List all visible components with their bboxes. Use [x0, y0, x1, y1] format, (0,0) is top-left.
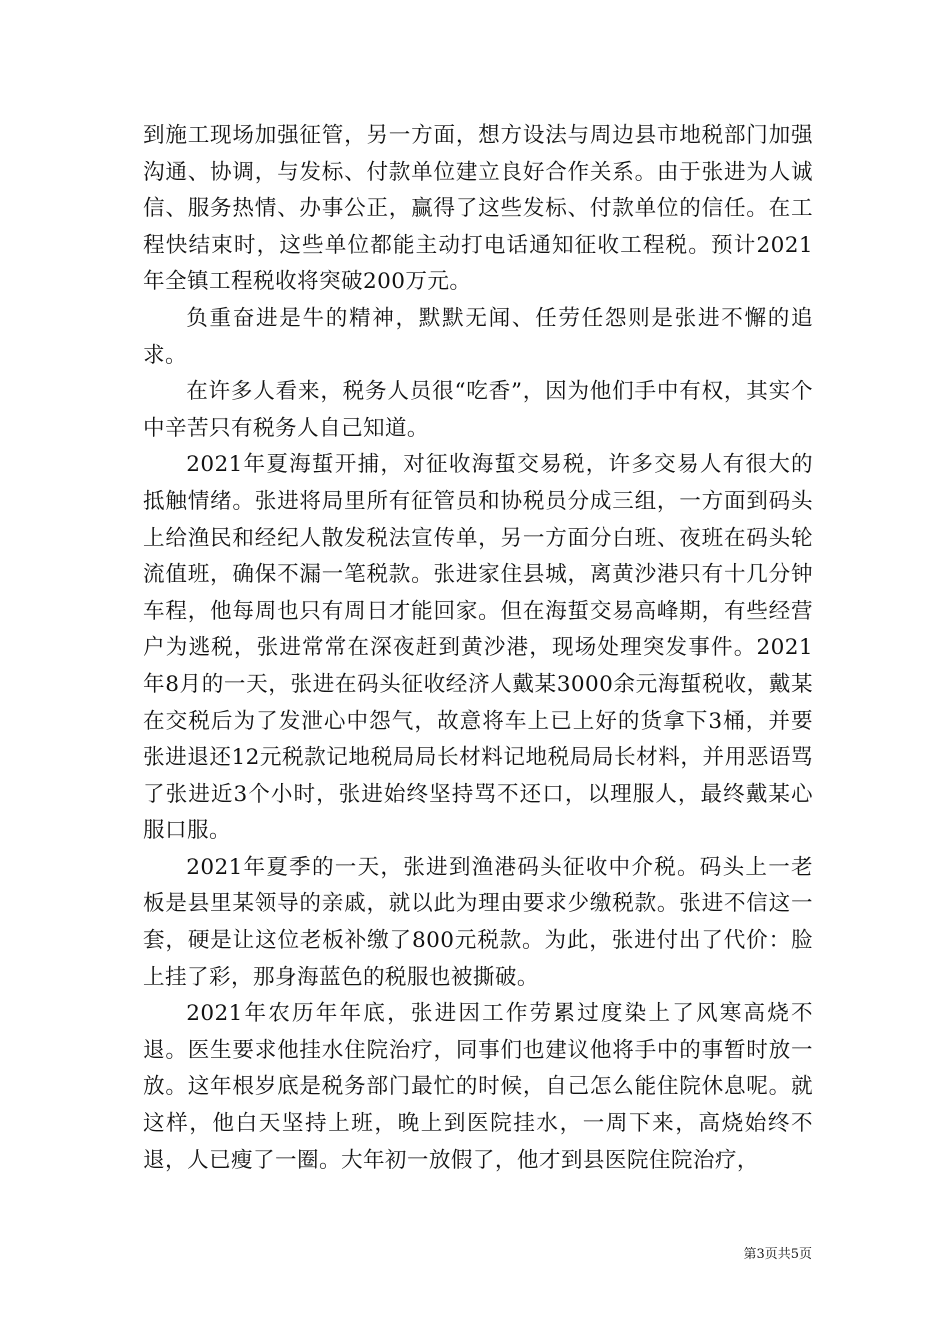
paragraph-4: 2021年夏海蜇开捕，对征收海蜇交易税，许多交易人有很大的抵触情绪。张进将局里所有征管员和协税员分成三组，一方面到码头上给渔民和经纪人散发税法宣传单，另一方面分白班、夜班在码头轮流值班，确保不漏一笔税款。张进家住县城，离黄沙港只有十几分钟车程，他每周也只有周日才能回家。但在海蜇交易高峰期，有些经营户为逃税，张进常常在深夜赶到黄沙港，现场处理突发事件。2021年8月的一天，张进在码头征收经济人戴某3000余元海蜇税收，戴某在交税后为了发泄心中怨气，故意将车上已上好的货拿下3桶，并要张进退还12元税款记地税局局长材料记地税局局长材料，并用恶语骂了张进近3个小时，张进始终坚持骂不还口，以理服人，最终戴某心服口服。: [143, 452, 813, 844]
paragraph-2: 负重奋进是牛的精神，默默无闻、任劳任怨则是张进不懈的追求。: [143, 305, 813, 368]
paragraph-1: 到施工现场加强征管，另一方面，想方设法与周边县市地税部门加强沟通、协调，与发标、付款单位建立良好合作关系。由于张进为人诚信、服务热情、办事公正，赢得了这些发标、付款单位的信任。在工程快结束时，这些单位都能主动打电话通知征收工程税。预计2021年全镇工程税收将突破200万元。: [143, 123, 813, 295]
document-body: [143, 118, 813, 1179]
paragraph-3: 在许多人看来，税务人员很“吃香”，因为他们手中有权，其实个中辛苦只有税务人自己知道。: [143, 379, 813, 441]
paragraph-6: 2021年农历年年底，张进因工作劳累过度染上了风寒高烧不退。医生要求他挂水住院治疗，同事们也建议他将手中的事暂时放一放。这年根岁底是税务部门最忙的时候，自己怎么能住院休息呢。就这样，他白天坚持上班，晚上到医院挂水，一周下来，高烧始终不退，人已瘦了一圈。大年初一放假了，他才到县医院住院治疗，: [143, 1001, 813, 1173]
paragraph-5: 2021年夏季的一天，张进到渔港码头征收中介税。码头上一老板是县里某领导的亲戚，就以此为理由要求少缴税款。张进不信这一套，硬是让这位老板补缴了800元税款。为此，张进付出了代价：脸上挂了彩，那身海蓝色的税服也被撕破。: [143, 854, 813, 990]
page-number: 第3页共5页: [743, 1247, 812, 1262]
